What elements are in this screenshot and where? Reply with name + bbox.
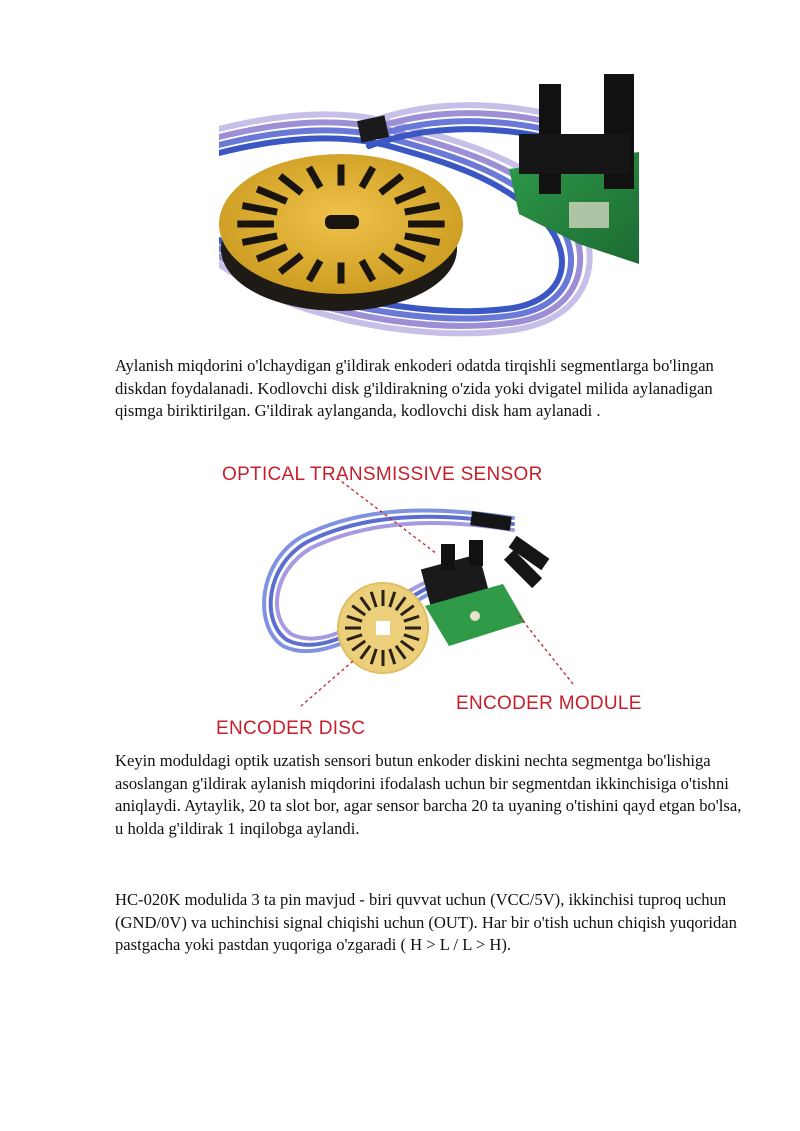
disc-callout-label: ENCODER DISC [216, 718, 366, 736]
module-callout-label: ENCODER MODULE [456, 693, 642, 714]
encoder-module-labelled-figure [213, 456, 655, 736]
encoder-photo-figure [219, 74, 639, 344]
pin-description-paragraph: HC-020K modulida 3 ta pin mavjud - biri quvvat uchun (VCC/5V), ikkinchisi tuproq uchun (GND/0V) va uchinchisi signal chiqishi uchun (OUT). Har bir o'tish uchun chiqish yuqoridan pastgacha yoki pastdan yuqoriga o'zgaradi ( H > L / L > H). [115, 890, 737, 955]
sensor-explanation-paragraph: Keyin moduldagi optik uzatish sensori butun enkoder diskini nechta segmentga bo'lishiga asoslangan g'ildirak aylanish miqdorini ifodalash uchun bir segmentdan ikkinchisiga o'tishni aniqlaydi. Aytaylik, 20 ta slot bor, agar sensor barcha 20 ta uyaning o'tishini qayd etgan bo'lsa, u holda g'ildirak 1 inqilobga aylandi. [115, 751, 742, 838]
sensor-callout-label: OPTICAL TRANSMISSIVE SENSOR [222, 464, 543, 485]
intro-paragraph: Aylanish miqdorini o'lchaydigan g'ildirak enkoderi odatda tirqishli segmentlarga bo'lingan diskdan foydalanadi. Kodlovchi disk g'ildirakning o'zida yoki dvigatel milida aylanadigan qismga biriktirilgan. G'ildirak aylanganda, kodlovchi disk ham aylanadi . [115, 356, 714, 421]
